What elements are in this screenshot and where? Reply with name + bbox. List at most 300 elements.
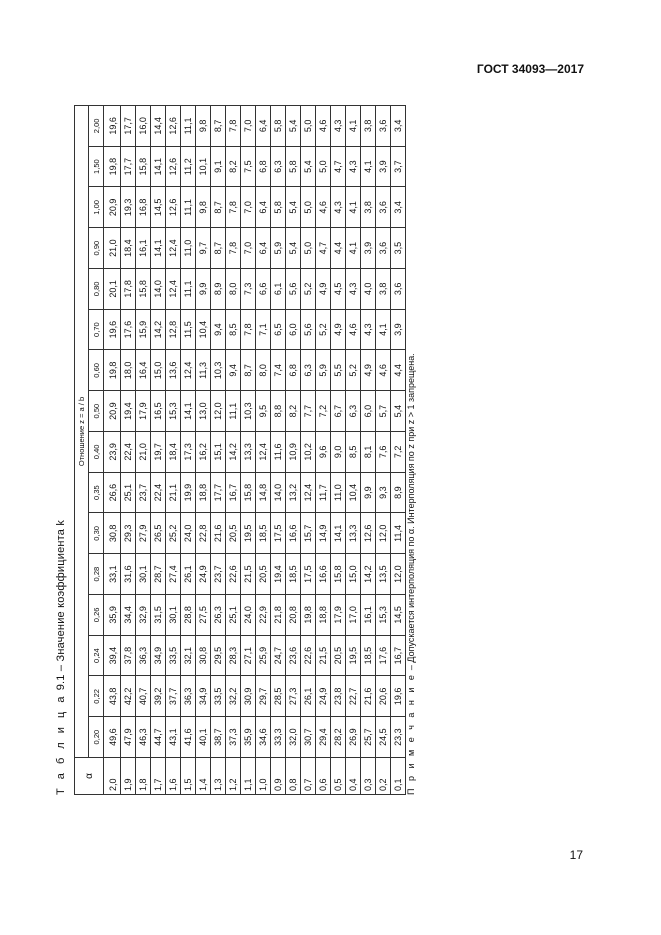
table-cell: 23,3 xyxy=(391,717,406,758)
table-cell: 21,6 xyxy=(211,513,226,554)
table-cell: 7,5 xyxy=(241,146,256,187)
table-cell: 7,2 xyxy=(316,391,331,432)
table-cell: 4,1 xyxy=(346,106,361,147)
table-cell: 5,4 xyxy=(286,106,301,147)
table-cell: 32,1 xyxy=(181,635,196,676)
table-cell: 9,0 xyxy=(331,432,346,473)
table-cell: 14,9 xyxy=(316,513,331,554)
table-cell: 35,9 xyxy=(241,717,256,758)
table-cell: 13,2 xyxy=(286,472,301,513)
table-cell: 14,8 xyxy=(256,472,271,513)
table-cell: 37,8 xyxy=(121,635,136,676)
table-cell: 11,4 xyxy=(391,513,406,554)
table-row xyxy=(226,106,241,795)
table-cell: 20,1 xyxy=(104,269,121,310)
table-cell: 5,4 xyxy=(286,187,301,228)
table-cell: 15,9 xyxy=(136,309,151,350)
document-standard-header: ГОСТ 34093—2017 xyxy=(476,62,584,76)
table-cell: 6,3 xyxy=(271,146,286,187)
table-cell: 4,6 xyxy=(346,309,361,350)
table-cell: 7,3 xyxy=(241,269,256,310)
table-cell: 36,3 xyxy=(136,635,151,676)
table-cell: 25,1 xyxy=(226,595,241,636)
table-cell: 11,3 xyxy=(196,350,211,391)
table-cell: 14,4 xyxy=(151,106,166,147)
note-prefix: П р и м е ч а н и е xyxy=(406,672,416,795)
table-cell: 23,7 xyxy=(136,472,151,513)
table-cell: 17,9 xyxy=(136,391,151,432)
table-row xyxy=(316,106,331,795)
table-cell: 3,6 xyxy=(391,269,406,310)
table-cell: 24,7 xyxy=(271,635,286,676)
table-cell: 16,5 xyxy=(151,391,166,432)
table-cell: 28,2 xyxy=(331,717,346,758)
table-cell: 17,3 xyxy=(181,432,196,473)
alpha-cell: 1,6 xyxy=(166,758,181,795)
table-cell: 14,0 xyxy=(271,472,286,513)
table-cell: 21,5 xyxy=(241,554,256,595)
alpha-column-header: α xyxy=(75,758,104,795)
table-cell: 4,3 xyxy=(346,269,361,310)
table-cell: 17,7 xyxy=(121,106,136,147)
table-cell: 20,9 xyxy=(104,187,121,228)
ratio-column-header: 1,50 xyxy=(89,146,104,187)
table-cell: 11,1 xyxy=(226,391,241,432)
table-cell: 10,2 xyxy=(301,432,316,473)
table-cell: 10,9 xyxy=(286,432,301,473)
table-cell: 11,0 xyxy=(181,228,196,269)
alpha-cell: 0,8 xyxy=(286,758,301,795)
table-cell: 24,9 xyxy=(196,554,211,595)
table-cell: 22,4 xyxy=(121,432,136,473)
alpha-cell: 0,6 xyxy=(316,758,331,795)
table-cell: 16,1 xyxy=(136,228,151,269)
table-cell: 30,8 xyxy=(104,513,121,554)
alpha-cell: 1,5 xyxy=(181,758,196,795)
table-cell: 30,9 xyxy=(241,676,256,717)
table-cell: 29,3 xyxy=(121,513,136,554)
table-cell: 29,5 xyxy=(211,635,226,676)
table-cell: 6,0 xyxy=(286,309,301,350)
table-cell: 13,6 xyxy=(166,350,181,391)
table-cell: 9,8 xyxy=(196,187,211,228)
table-cell: 10,3 xyxy=(211,350,226,391)
table-cell: 23,6 xyxy=(286,635,301,676)
table-cell: 8,1 xyxy=(361,432,376,473)
ratio-column-header: 0,24 xyxy=(89,635,104,676)
table-cell: 20,8 xyxy=(286,595,301,636)
table-cell: 15,8 xyxy=(136,146,151,187)
rotated-table-block xyxy=(41,105,441,795)
table-cell: 4,6 xyxy=(376,350,391,391)
table-cell: 20,5 xyxy=(256,554,271,595)
alpha-cell: 0,2 xyxy=(376,758,391,795)
table-cell: 18,8 xyxy=(196,472,211,513)
table-cell: 22,8 xyxy=(196,513,211,554)
table-cell: 29,7 xyxy=(256,676,271,717)
alpha-cell: 1,8 xyxy=(136,758,151,795)
table-cell: 3,7 xyxy=(391,146,406,187)
table-cell: 30,8 xyxy=(196,635,211,676)
table-cell: 5,4 xyxy=(301,146,316,187)
alpha-cell: 0,1 xyxy=(391,758,406,795)
table-cell: 5,4 xyxy=(286,228,301,269)
table-cell: 26,9 xyxy=(346,717,361,758)
table-cell: 20,5 xyxy=(226,513,241,554)
table-caption xyxy=(55,520,67,795)
table-row xyxy=(166,106,181,795)
table-cell: 13,3 xyxy=(241,432,256,473)
table-cell: 22,7 xyxy=(346,676,361,717)
table-cell: 17,7 xyxy=(211,472,226,513)
table-cell: 9,7 xyxy=(196,228,211,269)
alpha-cell: 1,7 xyxy=(151,758,166,795)
table-row xyxy=(346,106,361,795)
table-cell: 8,2 xyxy=(286,391,301,432)
table-cell: 14,5 xyxy=(151,187,166,228)
table-cell: 12,4 xyxy=(256,432,271,473)
table-cell: 9,4 xyxy=(211,309,226,350)
table-row xyxy=(121,106,136,795)
table-cell: 4,4 xyxy=(331,228,346,269)
ratio-column-header: 0,40 xyxy=(89,432,104,473)
table-cell: 5,6 xyxy=(286,269,301,310)
table-cell: 24,0 xyxy=(181,513,196,554)
table-cell: 12,8 xyxy=(166,309,181,350)
table-cell: 16,7 xyxy=(391,635,406,676)
table-cell: 26,3 xyxy=(211,595,226,636)
table-cell: 12,0 xyxy=(391,554,406,595)
table-cell: 29,4 xyxy=(316,717,331,758)
table-cell: 7,6 xyxy=(376,432,391,473)
table-cell: 8,2 xyxy=(226,146,241,187)
table-cell: 12,4 xyxy=(166,228,181,269)
ratio-column-header: 0,80 xyxy=(89,269,104,310)
table-cell: 25,9 xyxy=(256,635,271,676)
table-cell: 21,0 xyxy=(104,228,121,269)
table-cell: 22,9 xyxy=(256,595,271,636)
table-cell: 11,1 xyxy=(181,106,196,147)
table-cell: 19,4 xyxy=(121,391,136,432)
table-cell: 10,1 xyxy=(196,146,211,187)
table-cell: 19,8 xyxy=(301,595,316,636)
table-cell: 5,0 xyxy=(301,228,316,269)
table-cell: 9,8 xyxy=(196,106,211,147)
table-cell: 5,9 xyxy=(316,350,331,391)
table-cell: 26,1 xyxy=(301,676,316,717)
alpha-cell: 1,3 xyxy=(211,758,226,795)
table-row xyxy=(286,106,301,795)
table-cell: 24,9 xyxy=(316,676,331,717)
table-cell: 5,6 xyxy=(301,309,316,350)
table-cell: 20,5 xyxy=(331,635,346,676)
table-cell: 3,9 xyxy=(361,228,376,269)
table-row xyxy=(151,106,166,795)
ratio-group-header: Отношение z = a / b xyxy=(75,106,89,758)
table-cell: 47,9 xyxy=(121,717,136,758)
table-cell: 18,0 xyxy=(121,350,136,391)
table-cell: 8,0 xyxy=(226,269,241,310)
table-cell: 49,6 xyxy=(104,717,121,758)
table-cell: 17,6 xyxy=(376,635,391,676)
table-cell: 7,0 xyxy=(241,187,256,228)
table-cell: 19,7 xyxy=(151,432,166,473)
table-cell: 12,0 xyxy=(211,391,226,432)
table-cell: 19,8 xyxy=(104,146,121,187)
table-cell: 30,1 xyxy=(136,554,151,595)
table-cell: 3,6 xyxy=(376,228,391,269)
table-cell: 4,1 xyxy=(346,228,361,269)
table-cell: 11,6 xyxy=(271,432,286,473)
table-cell: 4,9 xyxy=(331,309,346,350)
table-cell: 7,4 xyxy=(271,350,286,391)
table-cell: 9,5 xyxy=(256,391,271,432)
table-cell: 33,5 xyxy=(166,635,181,676)
table-cell: 14,1 xyxy=(181,391,196,432)
table-body xyxy=(104,106,406,795)
alpha-cell: 1,0 xyxy=(256,758,271,795)
table-cell: 14,0 xyxy=(151,269,166,310)
table-cell: 33,3 xyxy=(271,717,286,758)
table-cell: 44,7 xyxy=(151,717,166,758)
table-cell: 12,4 xyxy=(301,472,316,513)
table-cell: 4,5 xyxy=(331,269,346,310)
table-cell: 6,1 xyxy=(271,269,286,310)
table-cell: 19,4 xyxy=(271,554,286,595)
table-cell: 6,5 xyxy=(271,309,286,350)
table-cell: 7,8 xyxy=(226,106,241,147)
table-cell: 5,7 xyxy=(376,391,391,432)
table-cell: 16,1 xyxy=(361,595,376,636)
table-cell: 27,5 xyxy=(196,595,211,636)
caption-prefix: Т а б л и ц а xyxy=(55,693,67,795)
table-cell: 19,5 xyxy=(241,513,256,554)
table-cell: 14,2 xyxy=(226,432,241,473)
table-cell: 7,8 xyxy=(241,309,256,350)
table-cell: 11,1 xyxy=(181,187,196,228)
table-cell: 24,5 xyxy=(376,717,391,758)
table-cell: 11,5 xyxy=(181,309,196,350)
table-cell: 20,6 xyxy=(376,676,391,717)
ratio-column-header: 0,70 xyxy=(89,309,104,350)
table-cell: 37,3 xyxy=(226,717,241,758)
table-cell: 13,0 xyxy=(196,391,211,432)
table-cell: 28,8 xyxy=(181,595,196,636)
table-cell: 42,2 xyxy=(121,676,136,717)
table-cell: 27,1 xyxy=(241,635,256,676)
table-cell: 6,0 xyxy=(361,391,376,432)
table-cell: 11,2 xyxy=(181,146,196,187)
table-cell: 8,7 xyxy=(211,228,226,269)
table-cell: 14,2 xyxy=(361,554,376,595)
table-cell: 17,9 xyxy=(331,595,346,636)
table-cell: 9,9 xyxy=(196,269,211,310)
table-cell: 4,3 xyxy=(361,309,376,350)
table-cell: 8,7 xyxy=(211,106,226,147)
table-cell: 19,9 xyxy=(181,472,196,513)
table-row xyxy=(376,106,391,795)
table-cell: 8,9 xyxy=(391,472,406,513)
table-cell: 11,0 xyxy=(331,472,346,513)
table-cell: 5,2 xyxy=(316,309,331,350)
table-cell: 19,8 xyxy=(104,350,121,391)
table-cell: 40,1 xyxy=(196,717,211,758)
table-cell: 4,3 xyxy=(331,106,346,147)
table-cell: 15,3 xyxy=(166,391,181,432)
table-cell: 5,0 xyxy=(316,146,331,187)
table-cell: 19,6 xyxy=(104,106,121,147)
table-cell: 27,4 xyxy=(166,554,181,595)
table-cell: 14,5 xyxy=(391,595,406,636)
table-cell: 4,9 xyxy=(316,269,331,310)
ratio-column-header: 0,28 xyxy=(89,554,104,595)
table-cell: 6,6 xyxy=(256,269,271,310)
table-row xyxy=(241,106,256,795)
table-cell: 35,9 xyxy=(104,595,121,636)
table-cell: 18,5 xyxy=(286,554,301,595)
table-cell: 39,2 xyxy=(151,676,166,717)
table-cell: 15,8 xyxy=(241,472,256,513)
table-cell: 4,1 xyxy=(361,146,376,187)
table-cell: 43,1 xyxy=(166,717,181,758)
table-cell: 3,4 xyxy=(391,187,406,228)
table-cell: 6,7 xyxy=(331,391,346,432)
table-cell: 16,6 xyxy=(286,513,301,554)
table-cell: 26,6 xyxy=(104,472,121,513)
table-cell: 19,3 xyxy=(121,187,136,228)
table-cell: 16,4 xyxy=(136,350,151,391)
table-cell: 3,8 xyxy=(361,187,376,228)
table-cell: 39,4 xyxy=(104,635,121,676)
table-cell: 16,8 xyxy=(136,187,151,228)
table-row xyxy=(331,106,346,795)
table-cell: 34,4 xyxy=(121,595,136,636)
table-cell: 8,7 xyxy=(211,187,226,228)
table-cell: 7,0 xyxy=(241,228,256,269)
table-row xyxy=(256,106,271,795)
table-cell: 9,3 xyxy=(376,472,391,513)
table-cell: 22,6 xyxy=(301,635,316,676)
table-cell: 4,7 xyxy=(331,146,346,187)
table-cell: 8,5 xyxy=(346,432,361,473)
table-cell: 4,1 xyxy=(376,309,391,350)
table-cell: 13,5 xyxy=(376,554,391,595)
table-cell: 15,1 xyxy=(211,432,226,473)
table-cell: 27,3 xyxy=(286,676,301,717)
table-cell: 17,6 xyxy=(121,309,136,350)
table-cell: 15,8 xyxy=(331,554,346,595)
table-cell: 17,0 xyxy=(346,595,361,636)
table-cell: 23,8 xyxy=(331,676,346,717)
table-cell: 32,9 xyxy=(136,595,151,636)
caption-title: – Значение коэффициента k xyxy=(55,519,67,675)
alpha-cell: 1,2 xyxy=(226,758,241,795)
table-cell: 5,0 xyxy=(301,187,316,228)
caption-number: 9.1 xyxy=(55,674,67,691)
table-cell: 30,1 xyxy=(166,595,181,636)
table-cell: 4,9 xyxy=(361,350,376,391)
table-cell: 3,5 xyxy=(391,228,406,269)
alpha-cell: 1,4 xyxy=(196,758,211,795)
table-cell: 15,8 xyxy=(136,269,151,310)
table-cell: 23,9 xyxy=(104,432,121,473)
table-cell: 11,7 xyxy=(316,472,331,513)
table-row xyxy=(301,106,316,795)
table-cell: 3,8 xyxy=(361,106,376,147)
alpha-cell: 2,0 xyxy=(104,758,121,795)
table-cell: 27,9 xyxy=(136,513,151,554)
table-cell: 18,4 xyxy=(121,228,136,269)
table-cell: 38,7 xyxy=(211,717,226,758)
table-cell: 18,4 xyxy=(166,432,181,473)
table-cell: 14,1 xyxy=(151,228,166,269)
table-cell: 12,0 xyxy=(376,513,391,554)
table-cell: 6,3 xyxy=(346,391,361,432)
table-cell: 10,4 xyxy=(346,472,361,513)
ratio-column-header: 0,20 xyxy=(89,717,104,758)
table-cell: 28,7 xyxy=(151,554,166,595)
table-note xyxy=(406,353,416,795)
table-cell: 9,4 xyxy=(226,350,241,391)
alpha-cell: 1,1 xyxy=(241,758,256,795)
table-cell: 6,8 xyxy=(256,146,271,187)
table-cell: 7,2 xyxy=(391,432,406,473)
coefficient-k-table xyxy=(74,105,406,795)
table-cell: 26,1 xyxy=(181,554,196,595)
ratio-column-header: 0,60 xyxy=(89,350,104,391)
table-cell: 4,6 xyxy=(316,106,331,147)
table-cell: 30,7 xyxy=(301,717,316,758)
table-cell: 18,5 xyxy=(256,513,271,554)
table-cell: 34,6 xyxy=(256,717,271,758)
table-cell: 6,4 xyxy=(256,228,271,269)
table-row xyxy=(391,106,406,795)
table-cell: 32,0 xyxy=(286,717,301,758)
table-cell: 21,0 xyxy=(136,432,151,473)
ratio-column-header: 0,26 xyxy=(89,595,104,636)
table-cell: 16,0 xyxy=(136,106,151,147)
note-text: – Допускается интерполяция по α. Интерполяция по z при z > 1 запрещена. xyxy=(406,353,416,673)
table-cell: 8,9 xyxy=(211,269,226,310)
table-row xyxy=(271,106,286,795)
table-cell: 15,7 xyxy=(301,513,316,554)
table-cell: 12,6 xyxy=(166,146,181,187)
table-cell: 33,1 xyxy=(104,554,121,595)
table-cell: 25,2 xyxy=(166,513,181,554)
table-cell: 26,5 xyxy=(151,513,166,554)
alpha-cell: 0,4 xyxy=(346,758,361,795)
table-cell: 18,5 xyxy=(361,635,376,676)
table-cell: 34,9 xyxy=(196,676,211,717)
table-cell: 41,6 xyxy=(181,717,196,758)
table-cell: 3,4 xyxy=(391,106,406,147)
table-cell: 32,2 xyxy=(226,676,241,717)
table-cell: 7,1 xyxy=(256,309,271,350)
table-cell: 34,9 xyxy=(151,635,166,676)
table-cell: 16,7 xyxy=(226,472,241,513)
ratio-column-header: 2,00 xyxy=(89,106,104,147)
table-cell: 7,7 xyxy=(301,391,316,432)
alpha-cell: 0,3 xyxy=(361,758,376,795)
table-cell: 25,1 xyxy=(121,472,136,513)
ratio-column-header: 0,90 xyxy=(89,228,104,269)
table-cell: 4,3 xyxy=(331,187,346,228)
table-cell: 9,6 xyxy=(316,432,331,473)
table-cell: 12,6 xyxy=(361,513,376,554)
table-cell: 7,0 xyxy=(241,106,256,147)
table-cell: 3,9 xyxy=(376,146,391,187)
ratio-column-header: 0,35 xyxy=(89,472,104,513)
